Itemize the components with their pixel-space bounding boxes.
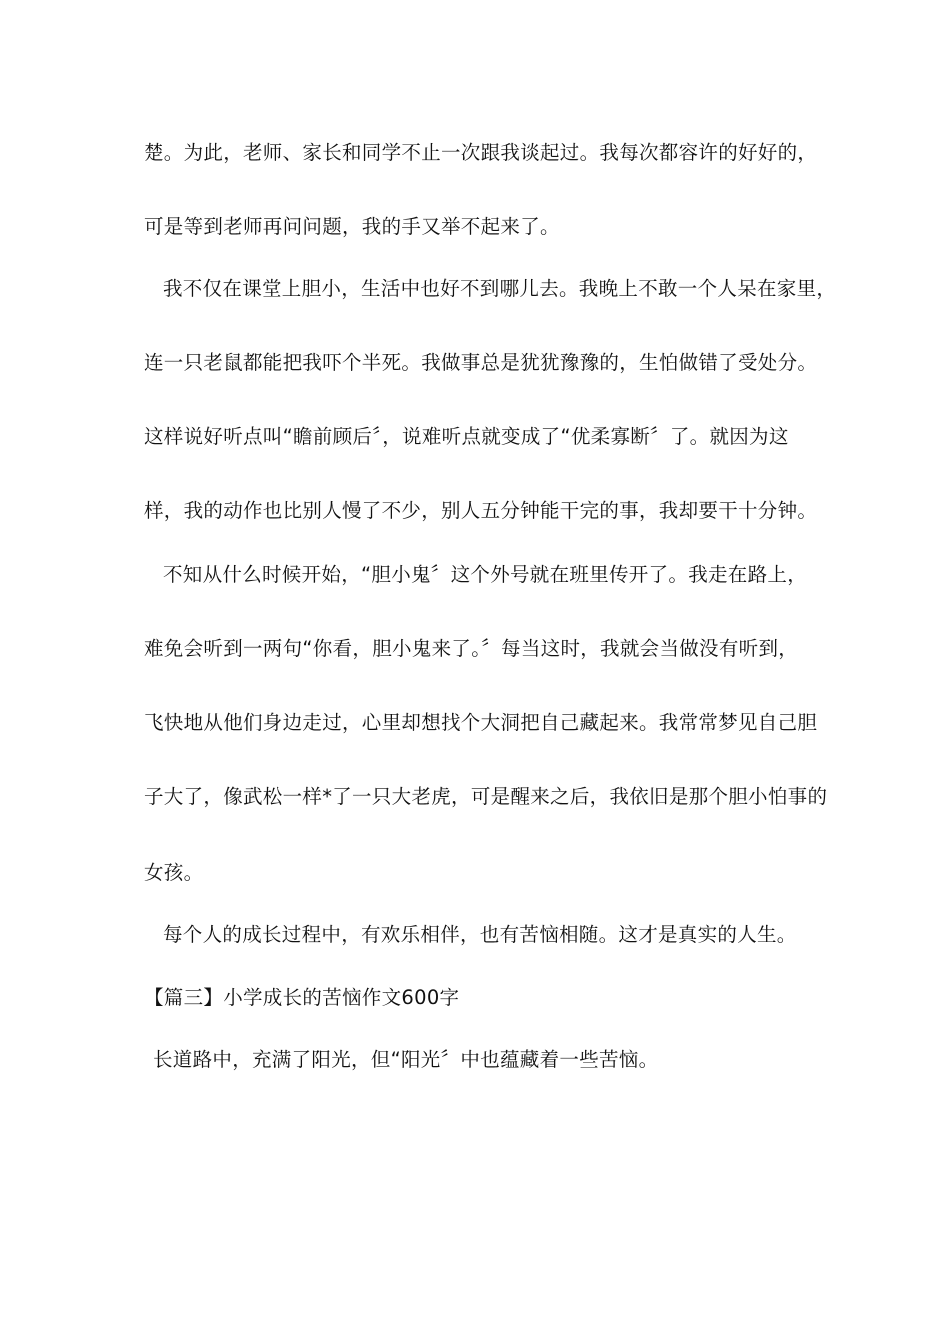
paragraph-line-4: 连一只老鼠都能把我吓个半死。我做事总是犹犹豫豫的，生怕做错了受处分。 — [144, 351, 818, 374]
paragraph-line-10: 子大了，像武松一样*了一只大老虎，可是醒来之后，我依旧是那个胆小怕事的 — [144, 785, 828, 808]
paragraph-line-12: 每个人的成长过程中，有欢乐相伴，也有苦恼相随。这才是真实的人生。 — [163, 923, 797, 946]
paragraph-line-9: 飞快地从他们身边走过，心里却想找个大洞把自己藏起来。我常常梦见自己胆 — [144, 711, 818, 734]
paragraph-line-8: 难免会听到一两句“你看，胆小鬼来了。〞每当这时，我就会当做没有听到， — [144, 637, 799, 660]
paragraph-line-7: 不知从什么时候开始，“胆小鬼〞这个外号就在班里传开了。我走在路上， — [163, 563, 808, 586]
paragraph-line-11: 女孩。 — [144, 861, 204, 884]
paragraph-line-1: 楚。为此，老师、家长和同学不止一次跟我谈起过。我每次都容许的好好的， — [144, 141, 818, 164]
paragraph-line-2: 可是等到老师再问问题，我的手又举不起来了。 — [144, 215, 560, 238]
paragraph-line-5: 这样说好听点叫“瞻前顾后〞，说难听点就变成了“优柔寡断〞了。就因为这 — [144, 425, 789, 448]
paragraph-line-3: 我不仅在课堂上胆小，生活中也好不到哪儿去。我晚上不敢一个人呆在家里， — [163, 277, 837, 300]
paragraph-line-14: 长道路中，充满了阳光，但“阳光〞中也蕴藏着一些苦恼。 — [153, 1048, 659, 1071]
paragraph-line-6: 样，我的动作也比别人慢了不少，别人五分钟能干完的事，我却要干十分钟。 — [144, 499, 818, 522]
section-heading: 【篇三】小学成长的苦恼作文600字 — [144, 986, 460, 1009]
